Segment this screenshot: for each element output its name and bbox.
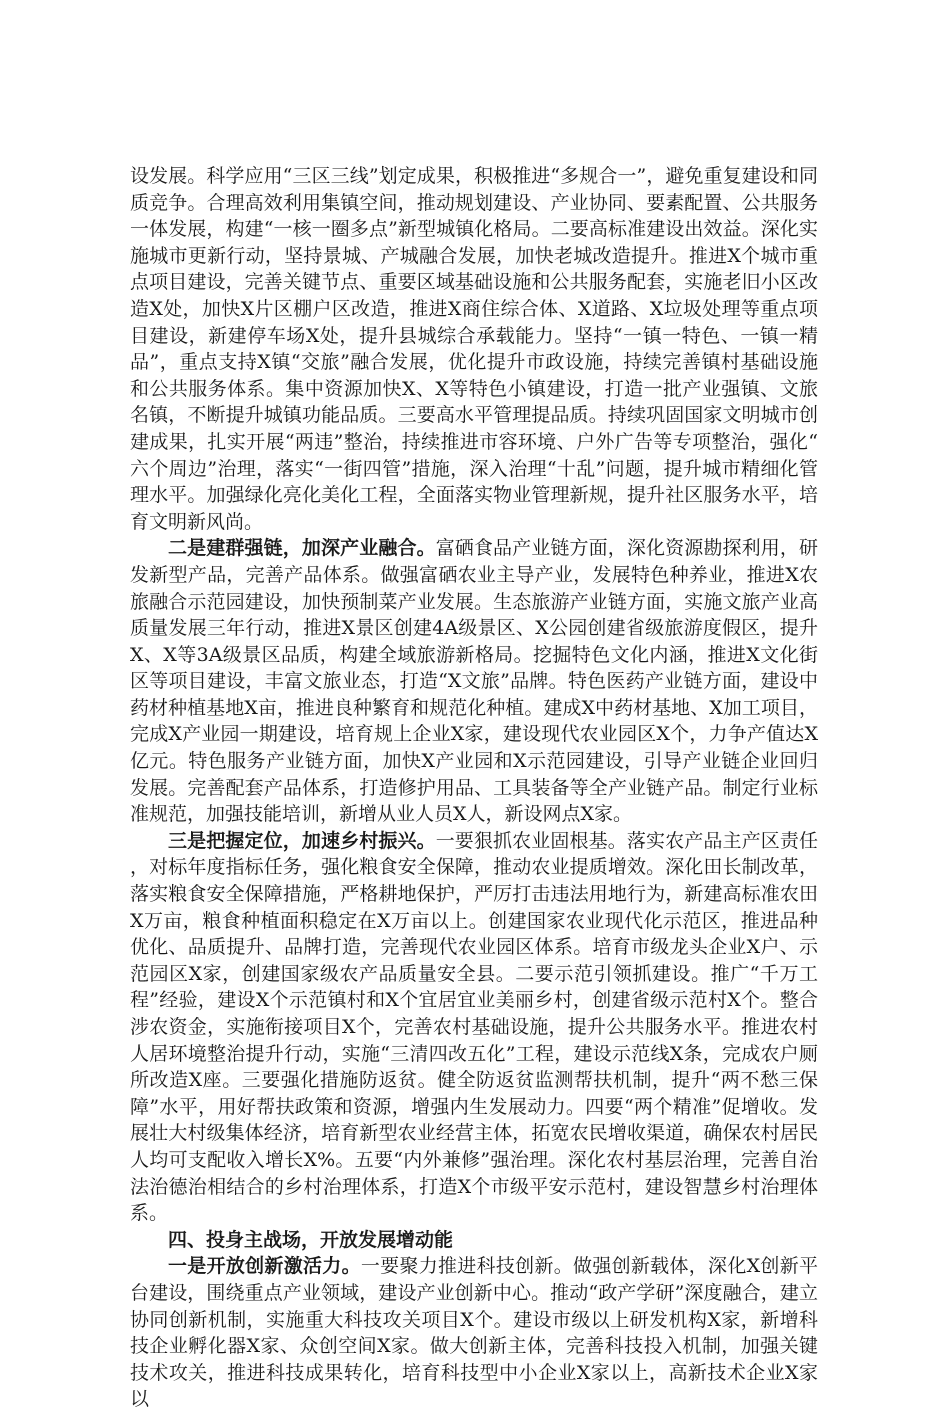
paragraph-industry-chain — [130, 535, 818, 828]
paragraph-open-innovation — [130, 1253, 818, 1413]
paragraph-lead-heading: 三是把握定位，加速乡村振兴。 — [168, 829, 436, 852]
paragraph-urban-construction — [130, 163, 818, 535]
paragraph-rural-revitalization — [130, 828, 818, 1227]
paragraph-lead-heading: 二是建群强链，加深产业融合。 — [168, 537, 436, 560]
document-page — [130, 163, 818, 1413]
paragraph-lead-heading: 一是开放创新激活力。 — [168, 1255, 361, 1278]
section-heading-text: 四、投身主战场，开放发展增动能 — [168, 1228, 454, 1251]
paragraph-text: 设发展。科学应用“三区三线”划定成果，积极推进“多规合一”，避免重复建设和同质竞争。合理高效利用集镇空间，推动规划建设、产业协同、要素配置、公共服务一体发展，构建“一核一圈多点”新型城镇化格局。二要高标准建设出效益。深化实施城市更新行动，坚持景城、产城融合发展，加快老城改造提升。推进X个城市重点项目建设，完善关键节点、重要区域基础设施和公共服务配套，实施老旧小区改造X处，加快X片区棚户区改造，推进X商住综合体、X道路、X垃圾处理等重点项目建设，新建停车场X处，提升县城综合承载能力。坚持“一镇一特色、一镇一精品”，重点支持X镇“交旅”融合发展，优化提升市政设施，持续完善镇村基础设施和公共服务体系。集中资源加快X、X等特色小镇建设，打造一批产业强镇、文旅名镇，不断提升城镇功能品质。三要高水平管理提品质。持续巩固国家文明城市创建成果，扎实开展“两违”整治，持续推进市容环境、户外广告等专项整治，强化“六个周边”治理，落实“一街四管”措施，深入治理“十乱”问题，提升城市精细化管理水平。加强绿化亮化美化工程，全面落实物业管理新规，提升社区服务水平，培育文明新风尚。 — [130, 165, 818, 533]
paragraph-text: 富硒食品产业链方面，深化资源勘探利用，研发新型产品，完善产品体系。做强富硒农业主导产业，发展特色种养业，推进X农旅融合示范园建设，加快预制菜产业发展。生态旅游产业链方面，实施文旅产业高质量发展三年行动，推进X景区创建4A级景区、X公园创建省级旅游度假区，提升X、X等3A级景区品质，构建全域旅游新格局。挖掘特色文化内涵，推进X文化街区等项目建设，丰富文旅业态，打造“X文旅”品牌。特色医药产业链方面，建设中药材种植基地X亩，推进良种繁育和规范化种植。建成X中药材基地、X加工项目，完成X产业园一期建设，培育规上企业X家，建设现代农业园区X个，力争产值达X亿元。特色服务产业链方面，加快X产业园和X示范园建设，引导产业链企业回归发展。完善配套产品体系，打造修护用品、工具装备等全产业链产品。制定行业标准规范，加强技能培训，新增从业人员X人，新设网点X家。 — [130, 537, 818, 826]
paragraph-text: 一要聚力推进科技创新。做强创新载体，深化X创新平台建设，围绕重点产业领域，建设产业创新中心。推动“政产学研”深度融合，建立协同创新机制，实施重大科技攻关项目X个。建设市级以上研发机构X家，新增科技企业孵化器X家、众创空间X家。做大创新主体，完善科技投入机制，加强关键技术攻关，推进科技成果转化，培育科技型中小企业X家以上，高新技术企业X家以 — [130, 1255, 818, 1411]
paragraph-text: 一要狠抓农业固根基。落实农产品主产区责任，对标年度指标任务，强化粮食安全保障，推动农业提质增效。深化田长制改革，落实粮食安全保障措施，严格耕地保护，严厉打击违法用地行为，新建高标准农田X万亩，粮食种植面积稳定在X万亩以上。创建国家农业现代化示范区，推进品种优化、品质提升、品牌打造，完善现代农业园区体系。培育市级龙头企业X户、示范园区X家，创建国家级农产品质量安全县。二要示范引领抓建设。推广“千万工程”经验，建设X个示范镇村和X个宜居宜业美丽乡村，创建省级示范村X个。整合涉农资金，实施衔接项目X个，完善农村基础设施，提升公共服务水平。推进农村人居环境整治提升行动，实施“三清四改五化”工程，建设示范线X条，完成农户厕所改造X座。三要强化措施防返贫。健全防返贫监测帮扶机制，提升“两不愁三保障”水平，用好帮扶政策和资源，增强内生发展动力。四要“两个精准”促增收。发展壮大村级集体经济，培育新型农业经营主体，拓宽农民增收渠道，确保农村居民人均可支配收入增长X%。五要“内外兼修”强治理。深化农村基层治理，完善自治法治德治相结合的乡村治理体系，打造X个市级平安示范村，建设智慧乡村治理体系。 — [130, 829, 818, 1225]
section-heading — [130, 1227, 818, 1254]
